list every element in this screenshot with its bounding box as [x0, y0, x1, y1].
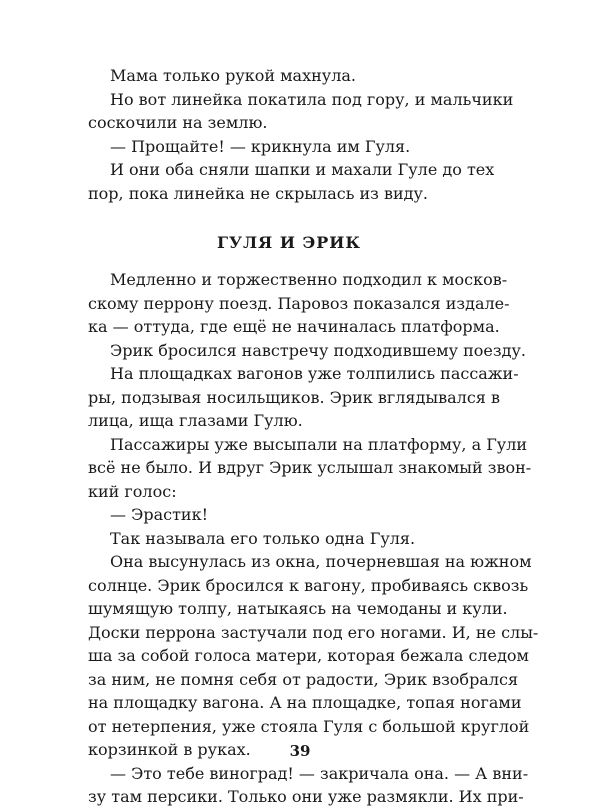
text-line: Но вот линейка покатила под гору, и мальчики [110, 89, 514, 109]
text-line: Доски перрона застучали под его ногами. И, не слы- [88, 622, 539, 642]
text-line: Мама только рукой махнула. [110, 66, 356, 85]
text-line: Она высунулась из окна, почерневшая на южном [110, 552, 532, 571]
text-line: корзинкой в руках. [88, 740, 251, 759]
text-line: солнце. Эрик бросился к вагону, пробиваясь сквозь [88, 575, 529, 595]
text-line: скому перрону поезд. Паровоз показался издале- [88, 293, 510, 313]
text-line: пор, пока линейка не скрылась из виду. [88, 183, 428, 203]
text-line: лица, ища глазами Гулю. [88, 411, 303, 430]
top-text-block [88, 64, 514, 205]
text-line: Медленно и торжественно подходил к москов- [110, 270, 508, 289]
main-text-block [88, 268, 539, 809]
text-line: кий голос: [88, 481, 177, 501]
text-line: зу там персики. Только они уже размякли. Их при- [88, 787, 524, 806]
text-line: — Это тебе виноград! — закричала она. — А вни- [110, 763, 529, 783]
text-line: — Эрастик! [110, 505, 209, 524]
text-line: — Прощайте! — крикнула им Гуля. [110, 136, 411, 156]
text-line: Пассажиры уже высыпали на платформу, а Гули [110, 434, 528, 454]
chapter-title: ГУЛЯ И ЭРИК [217, 233, 361, 252]
text-line: от нетерпения, уже стояла Гуля с большой круглой [88, 716, 530, 736]
text-line: ры, подзывая носильщиков. Эрик вглядывался в [88, 387, 500, 407]
text-line: Так называла его только одна Гуля. [110, 528, 416, 548]
text-line: всё не было. И вдруг Эрик услышал знакомый звон- [88, 458, 532, 477]
text-line: за ним, не помня себя от радости, Эрик взобрался [88, 669, 519, 689]
text-line: ша за собой голоса матери, которая бежала следом [88, 646, 529, 665]
text-line: И они оба сняли шапки и махали Гуле до тех [110, 160, 495, 179]
text-line: шумящую толпу, натыкаясь на чемоданы и кули. [88, 599, 508, 618]
text-line: на площадку вагона. А на площадке, топая ногами [88, 693, 522, 712]
page-number: 39 [289, 742, 311, 760]
text-line: соскочили на землю. [88, 113, 268, 132]
text-line: ка — оттуда, где ещё не начиналась платформа. [88, 317, 500, 336]
text-line: Эрик бросился навстречу подходившему поезду. [110, 340, 526, 360]
text-line: На площадках вагонов уже толпились пассажи- [110, 364, 519, 383]
